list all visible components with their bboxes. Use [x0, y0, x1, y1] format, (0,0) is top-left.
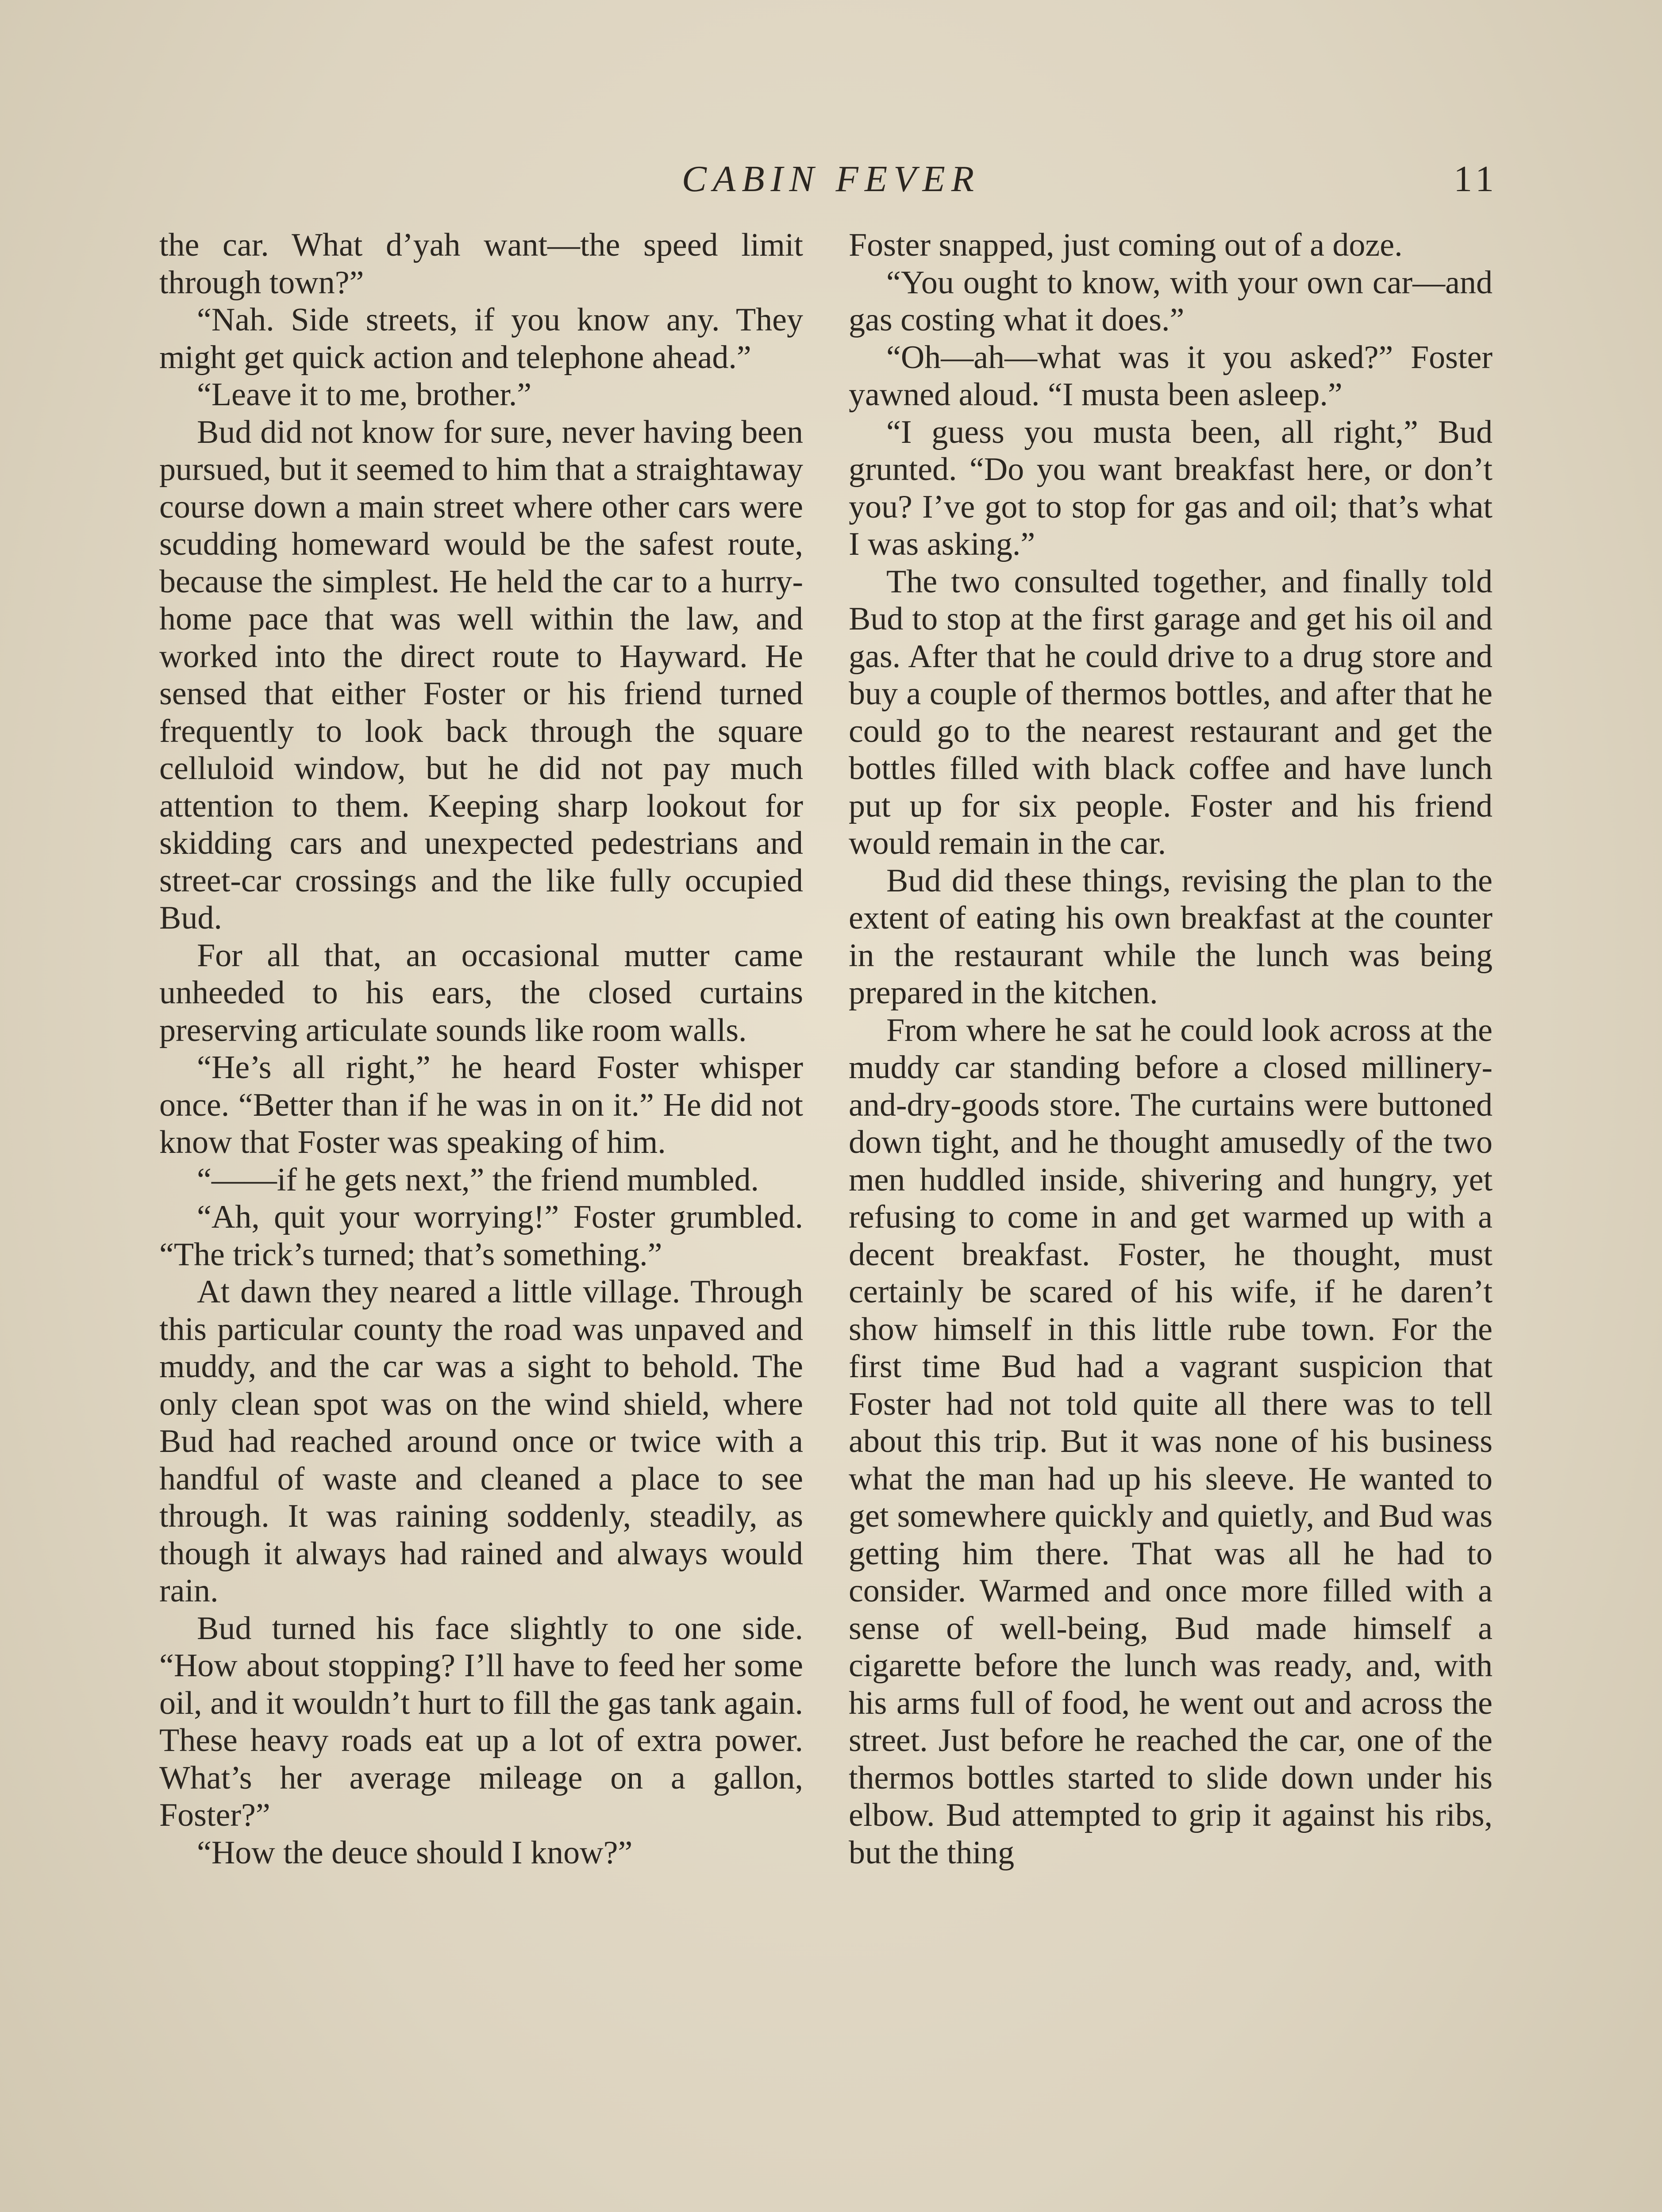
running-title: CABIN FEVER	[681, 158, 981, 200]
paragraph: “You ought to know, with your own car—and gas costing what it does.”	[849, 264, 1493, 338]
paragraph: Bud did these things, revising the plan to the extent of eating his own breakfast at the counter in the restaurant while the lunch was being prepared in the kitchen.	[849, 862, 1493, 1011]
paragraph: the car. What d’yah want—the speed limit through town?”	[159, 227, 803, 301]
paragraph: “I guess you musta been, all right,” Bud grunted. “Do you want breakfast here, or don’t you? I’ve got to stop for gas and oil; that’s what I was asking.”	[849, 414, 1493, 562]
paragraph: “Leave it to me, brother.”	[197, 376, 532, 413]
paragraph: Bud turned his face slightly to one side. “How about stopping? I’ll have to feed her some oil, and it wouldn’t hurt to fill the gas tank again. These heavy roads eat up a lot of extra power. What’s her average mileage on a gallon, Foster?”	[159, 1610, 803, 1833]
paragraph: At dawn they neared a little village. Through this particular county the road was unpaved and muddy, and the car was a sight to behold. The only clean spot was on the wind shield, where Bud had reached around once or twice with a handful of waste and cleaned a place to see through. It was raining soddenly, steadily, as though it always had rained and always would rain.	[159, 1274, 803, 1609]
paragraph: “He’s all right,” he heard Foster whisper once. “Better than if he was in on it.” He did not know that Foster was speaking of him.	[159, 1049, 803, 1160]
left-text-column	[159, 227, 803, 1871]
paragraph: “——if he gets next,” the friend mumbled.	[197, 1161, 759, 1198]
paragraph: “Oh—ah—what was it you asked?” Foster yawned aloud. “I musta been asleep.”	[849, 339, 1493, 413]
paragraph: “Nah. Side streets, if you know any. They might get quick action and telephone ahead.”	[159, 302, 803, 376]
paragraph: The two consulted together, and finally told Bud to stop at the first garage and get his oil and gas. After that he could drive to a drug store and buy a couple of thermos bottles, and after that he could go to the nearest restaurant and get the bottles filled with black coffee and have lunch put up for six people. Foster and his friend would remain in the car.	[849, 563, 1493, 861]
paragraph: “Ah, quit your worrying!” Foster grumbled. “The trick’s turned; that’s something.”	[159, 1199, 803, 1273]
paragraph: Foster snapped, just coming out of a doze.	[849, 227, 1403, 263]
page-number: 11	[1454, 158, 1498, 200]
paragraph: For all that, an occasional mutter came unheeded to his ears, the closed curtains preserving articulate sounds like room walls.	[159, 937, 803, 1048]
right-text-column	[849, 227, 1493, 1871]
paragraph: Bud did not know for sure, never having been pursued, but it seemed to him that a straightaway course down a main street where other cars were scudding homeward would be the safest route, because the simplest. He held the car to a hurry-home pace that was well within the law, and worked into the direct route to Hayward. He sensed that either Foster or his friend turned frequently to look back through the square celluloid window, but he did not pay much attention to them. Keeping sharp lookout for skidding cars and unexpected pedestrians and street-car crossings and the like fully occupied Bud.	[159, 414, 803, 936]
paragraph: From where he sat he could look across at the muddy car standing before a closed millinery-and-dry-goods store. The curtains were buttoned down tight, and he thought amusedly of the two men huddled inside, shivering and hungry, yet refusing to come in and get warmed up with a decent breakfast. Foster, he thought, must certainly be scared of his wife, if he daren’t show himself in this little rube town. For the first time Bud had a vagrant suspicion that Foster had not told quite all there was to tell about this trip. But it was none of his business what the man had up his sleeve. He wanted to get somewhere quickly and quietly, and Bud was getting him there. That was all he had to consider. Warmed and once more filled with a sense of well-being, Bud made himself a cigarette before the lunch was ready, and, with his arms full of food, he went out and across the street. Just before he reached the car, one of the thermos bottles started to slide down under his elbow. Bud attempted to grip it against his ribs, but the thing	[849, 1012, 1493, 1871]
running-head	[0, 155, 1662, 204]
paragraph: “How the deuce should I know?”	[197, 1834, 633, 1871]
